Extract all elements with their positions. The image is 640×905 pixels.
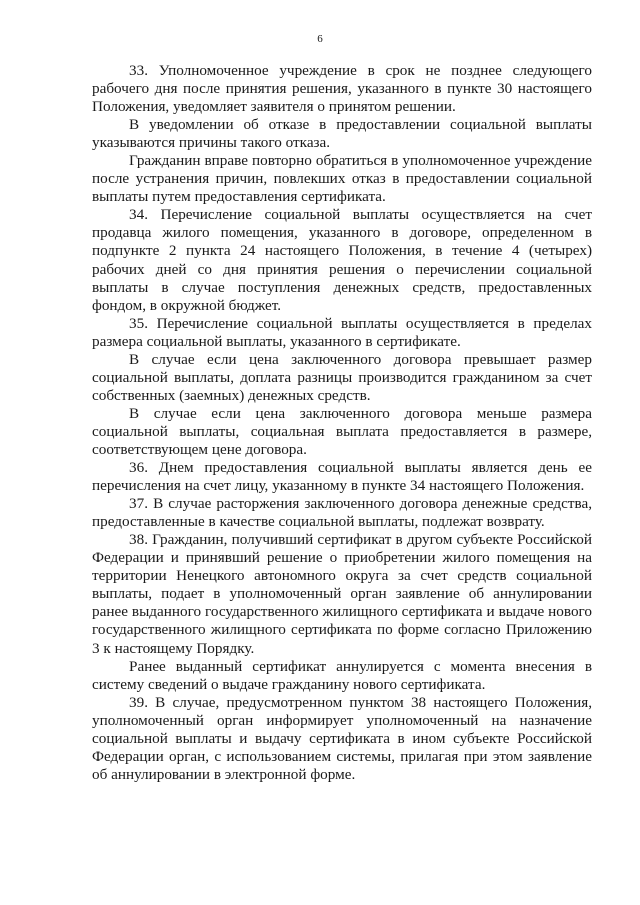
paragraph-38: 38. Гражданин, получивший сертификат в другом субъекте Российской Федерации и принявший решение о приобретении жилого помещения на территории Ненецкого автономного округа за счет средств социальной выплаты, подает в уполномоченный орган заявление об аннулировании ранее выданного государственного жилищного сертификата и выдаче нового государственного жилищного сертификата по форме согласно Приложению 3 к настоящему Порядку. xyxy=(92,531,592,657)
paragraph-33: 33. Уполномоченное учреждение в срок не позднее следующего рабочего дня после принятия решения, указанного в пункте 30 настоящего Положения, уведомляет заявителя о принятом решении. xyxy=(92,62,592,116)
paragraph-35-price-less: В случае если цена заключенного договора меньше размера социальной выплаты, социальная выплата предоставляется в размере, соответствующем цене договора. xyxy=(92,404,592,458)
document-body xyxy=(92,62,592,784)
paragraph-36: 36. Днем предоставления социальной выплаты является день ее перечисления на счет лицу, указанному в пункте 34 настоящего Положения. xyxy=(92,459,592,495)
paragraph-34: 34. Перечисление социальной выплаты осуществляется на счет продавца жилого помещения, указанного в договоре, определенном в подпункте 2 пункта 24 настоящего Положения, в течение 4 (четырех) рабочих дней со дня принятия решения о перечислении социальной выплаты в случае поступления денежных средств, предоставленных фондом, в окружной бюджет. xyxy=(92,206,592,314)
paragraph-35-price-exceeds: В случае если цена заключенного договора превышает размер социальной выплаты, доплата разницы производится гражданином за счет собственных (заемных) денежных средств. xyxy=(92,350,592,404)
paragraph-35: 35. Перечисление социальной выплаты осуществляется в пределах размера социальной выплаты, указанного в сертификате. xyxy=(92,314,592,350)
paragraph-38-annulment: Ранее выданный сертификат аннулируется с момента внесения в систему сведений о выдаче гражданину нового сертификата. xyxy=(92,657,592,693)
paragraph-33-repeat-application: Гражданин вправе повторно обратиться в уполномоченное учреждение после устранения причин, повлекших отказ в предоставлении социальной выплаты путем предоставления сертификата. xyxy=(92,152,592,206)
paragraph-37: 37. В случае расторжения заключенного договора денежные средства, предоставленные в качестве социальной выплаты, подлежат возврату. xyxy=(92,495,592,531)
page-number: 6 xyxy=(317,33,323,45)
paragraph-39: 39. В случае, предусмотренном пунктом 38 настоящего Положения, уполномоченный орган информирует уполномоченный на назначение социальной выплаты и выдачу сертификата в ином субъекте Российской Федерации орган, с использованием системы, прилагая при этом заявление об аннулировании в электронной форме. xyxy=(92,693,592,783)
paragraph-33-refusal-notice: В уведомлении об отказе в предоставлении социальной выплаты указываются причины такого отказа. xyxy=(92,116,592,152)
